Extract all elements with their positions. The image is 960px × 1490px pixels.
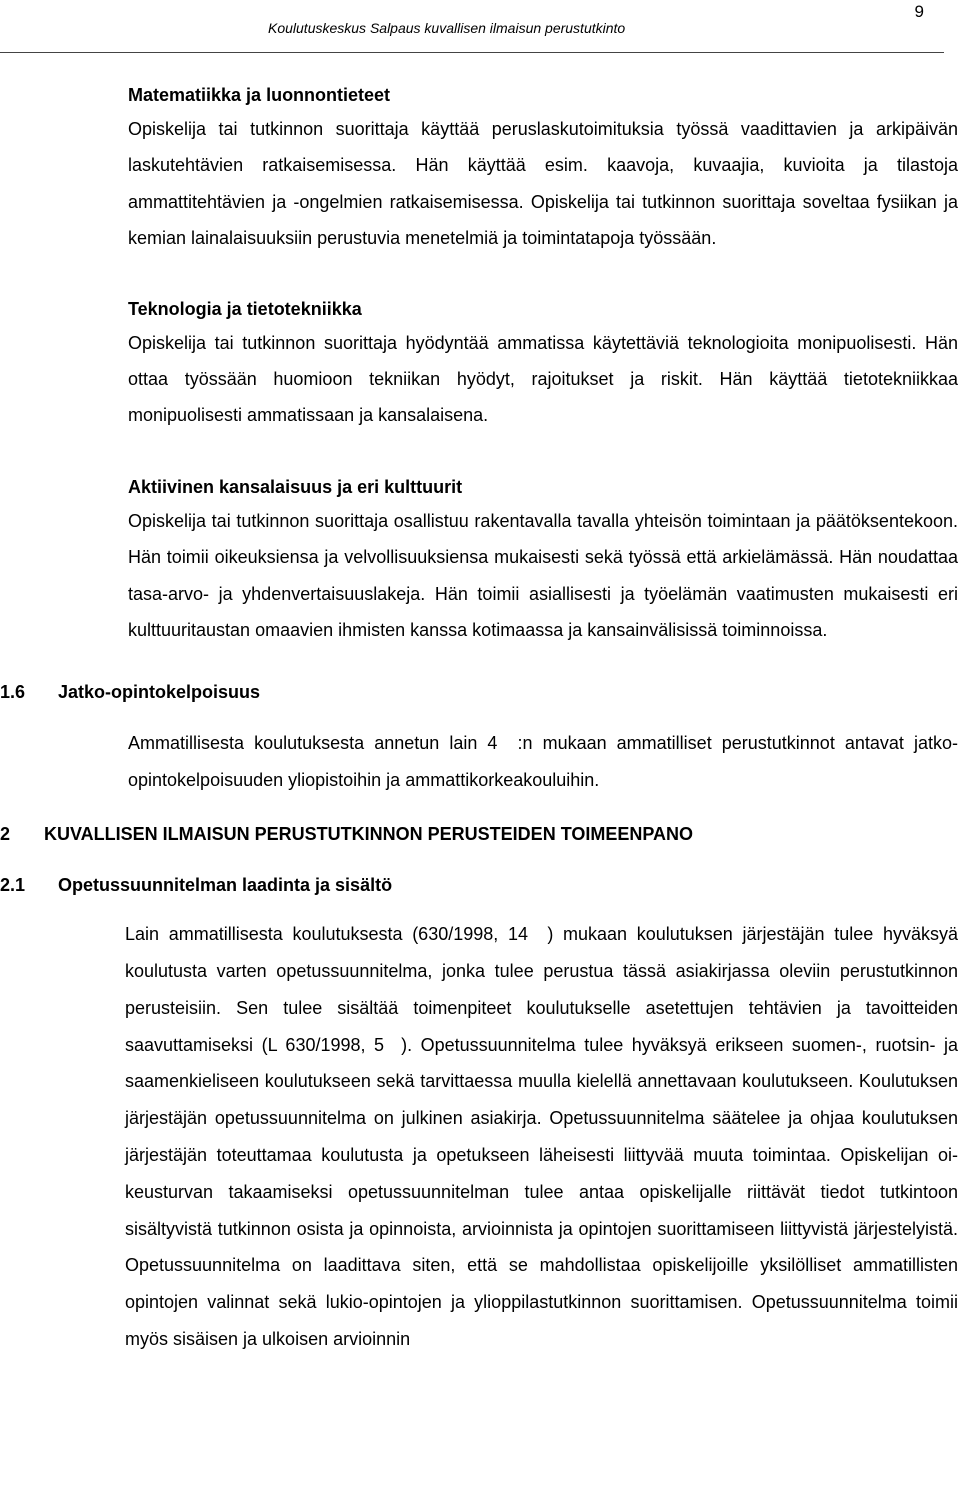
header-rule: [0, 52, 944, 53]
section-1-6-body: [0, 725, 960, 798]
section-title: KUVALLISEN ILMAISUN PERUSTUTKINNON PERUSTEIDEN TOIMEENPANO: [44, 824, 694, 845]
subsection-heading: Teknologia ja tietotekniikka: [128, 298, 362, 319]
subsection-paragraph: Opiskelija tai tutkinnon suorittaja osallistuu rakentavalla tavalla yhteisön toimintaan ja päätöksentekoon. Hän toimii oikeuksiensa ja velvollisuuksiensa mukaisesti sekä työssä että arkielämässä. Hän noudattaa tasa-arvo- ja yhdenvertaisuuslakeja. Hän toimii asiallisesti ja työelämän vaatimusten mukaisesti eri kulttuuritaustan omaavien ihmisten kanssa kotimaassa ja kansainvälisissä toiminnoissa.: [128, 510, 958, 641]
subsection-heading: Aktiivinen kansalaisuus ja eri kulttuurit: [128, 476, 463, 497]
section-title: Opetussuunnitelman laadinta ja sisältö: [58, 875, 393, 896]
section-number: 1.6: [0, 682, 26, 703]
running-header: Koulutuskeskus Salpaus kuvallisen ilmaisun perustutkinto: [268, 20, 626, 36]
subsection-citizenship: [0, 472, 960, 649]
subsection-paragraph: Opiskelija tai tutkinnon suorittaja käyttää peruslaskutoimituksia työssä vaadittavien ja arkipäivän laskutehtävien ratkaisemisessa. Hän käyttää esim. kaavoja, kuvaajia, kuvioita ja tilastoja ammattitehtävien ja -ongelmien ratkaisemisessa. Opiskelija tai tutkinnon suorittaja soveltaa fysiikan ja kemian lainalaisuuksiin perustuvia menetelmiä ja toimintatapoja työssään.: [128, 119, 958, 249]
section-number: 2.1: [0, 875, 26, 896]
subsection-mathematics: [0, 80, 960, 257]
section-title: Jatko-opintokelpoisuus: [58, 682, 261, 703]
page-number: 9: [914, 2, 924, 21]
section-heading-1-6: [0, 682, 960, 703]
section-heading-2-1: [0, 875, 960, 896]
document-body: [0, 80, 960, 1358]
section-heading-2: [0, 824, 960, 845]
section-number: 2: [0, 824, 11, 845]
section-2-1-body: [0, 916, 960, 1358]
subsection-heading: Matematiikka ja luonnontieteet: [128, 85, 391, 105]
section-paragraph: Ammatillisesta koulutuksesta annetun lain 4 :n mukaan ammatilliset perustutkinnot antavat jatko-opintokelpoisuuden yliopistoihin ja ammattikorkeakouluihin.: [128, 733, 958, 790]
page-header: [0, 0, 960, 56]
subsection-technology: [0, 294, 960, 434]
subsection-paragraph: Opiskelija tai tutkinnon suorittaja hyödyntää ammatissa käytettäviä teknologioita monipuolisesti. Hän ottaa työssään huomioon tekniikan hyödyt, rajoitukset ja riskit. Hän käyttää tietotekniikkaa monipuolisesti ammatissaan ja kansalaisena.: [128, 332, 958, 426]
section-paragraph: Lain ammatillisesta koulutuksesta (630/1998, 14 ) mukaan koulutuksen järjestäjän tulee hyväksyä koulutusta varten opetussuunnitelma, jonka tulee perustua tässä asiakirjassa oleviin perustutkinnon perusteisiin. Sen tulee sisältää toimenpiteet koulutukselle asetettujen tehtävien ja tavoitteiden saavuttamiseksi (L 630/1998, 5 ). Opetussuunnitelma tulee hyväksyä erikseen suomen-, ruotsin- ja saamenkieliseen koulutukseen sekä tarvittaessa muulla kielellä annettavaan koulutukseen. Koulutuksen järjestäjän opetussuunnitelma on julkinen asiakirja. Opetussuunnitelma säätelee ja ohjaa koulutuksen järjestäjän toteuttamaa koulutusta ja opetukseen läheisesti liittyvää muuta toimintaa. Opiskelijan oikeusturvan takaamiseksi opetussuunnitelman tulee antaa opiskelijalle riittävät tiedot tutkintoon sisältyvistä tutkinnon osista ja opinnoista, arvioinnista ja opintojen suorittamiseen liittyvistä järjestelyistä. Opetussuunnitelma on laadittava siten, että se mahdollistaa opiskelijoille yksilölliset ammatillisten opintojen valinnat sekä lukio-opintojen ja ylioppilastutkinnon suorittamisen. Opetussuunnitelma toimii myös sisäisen ja ulkoisen arvioinnin: [125, 924, 958, 1350]
